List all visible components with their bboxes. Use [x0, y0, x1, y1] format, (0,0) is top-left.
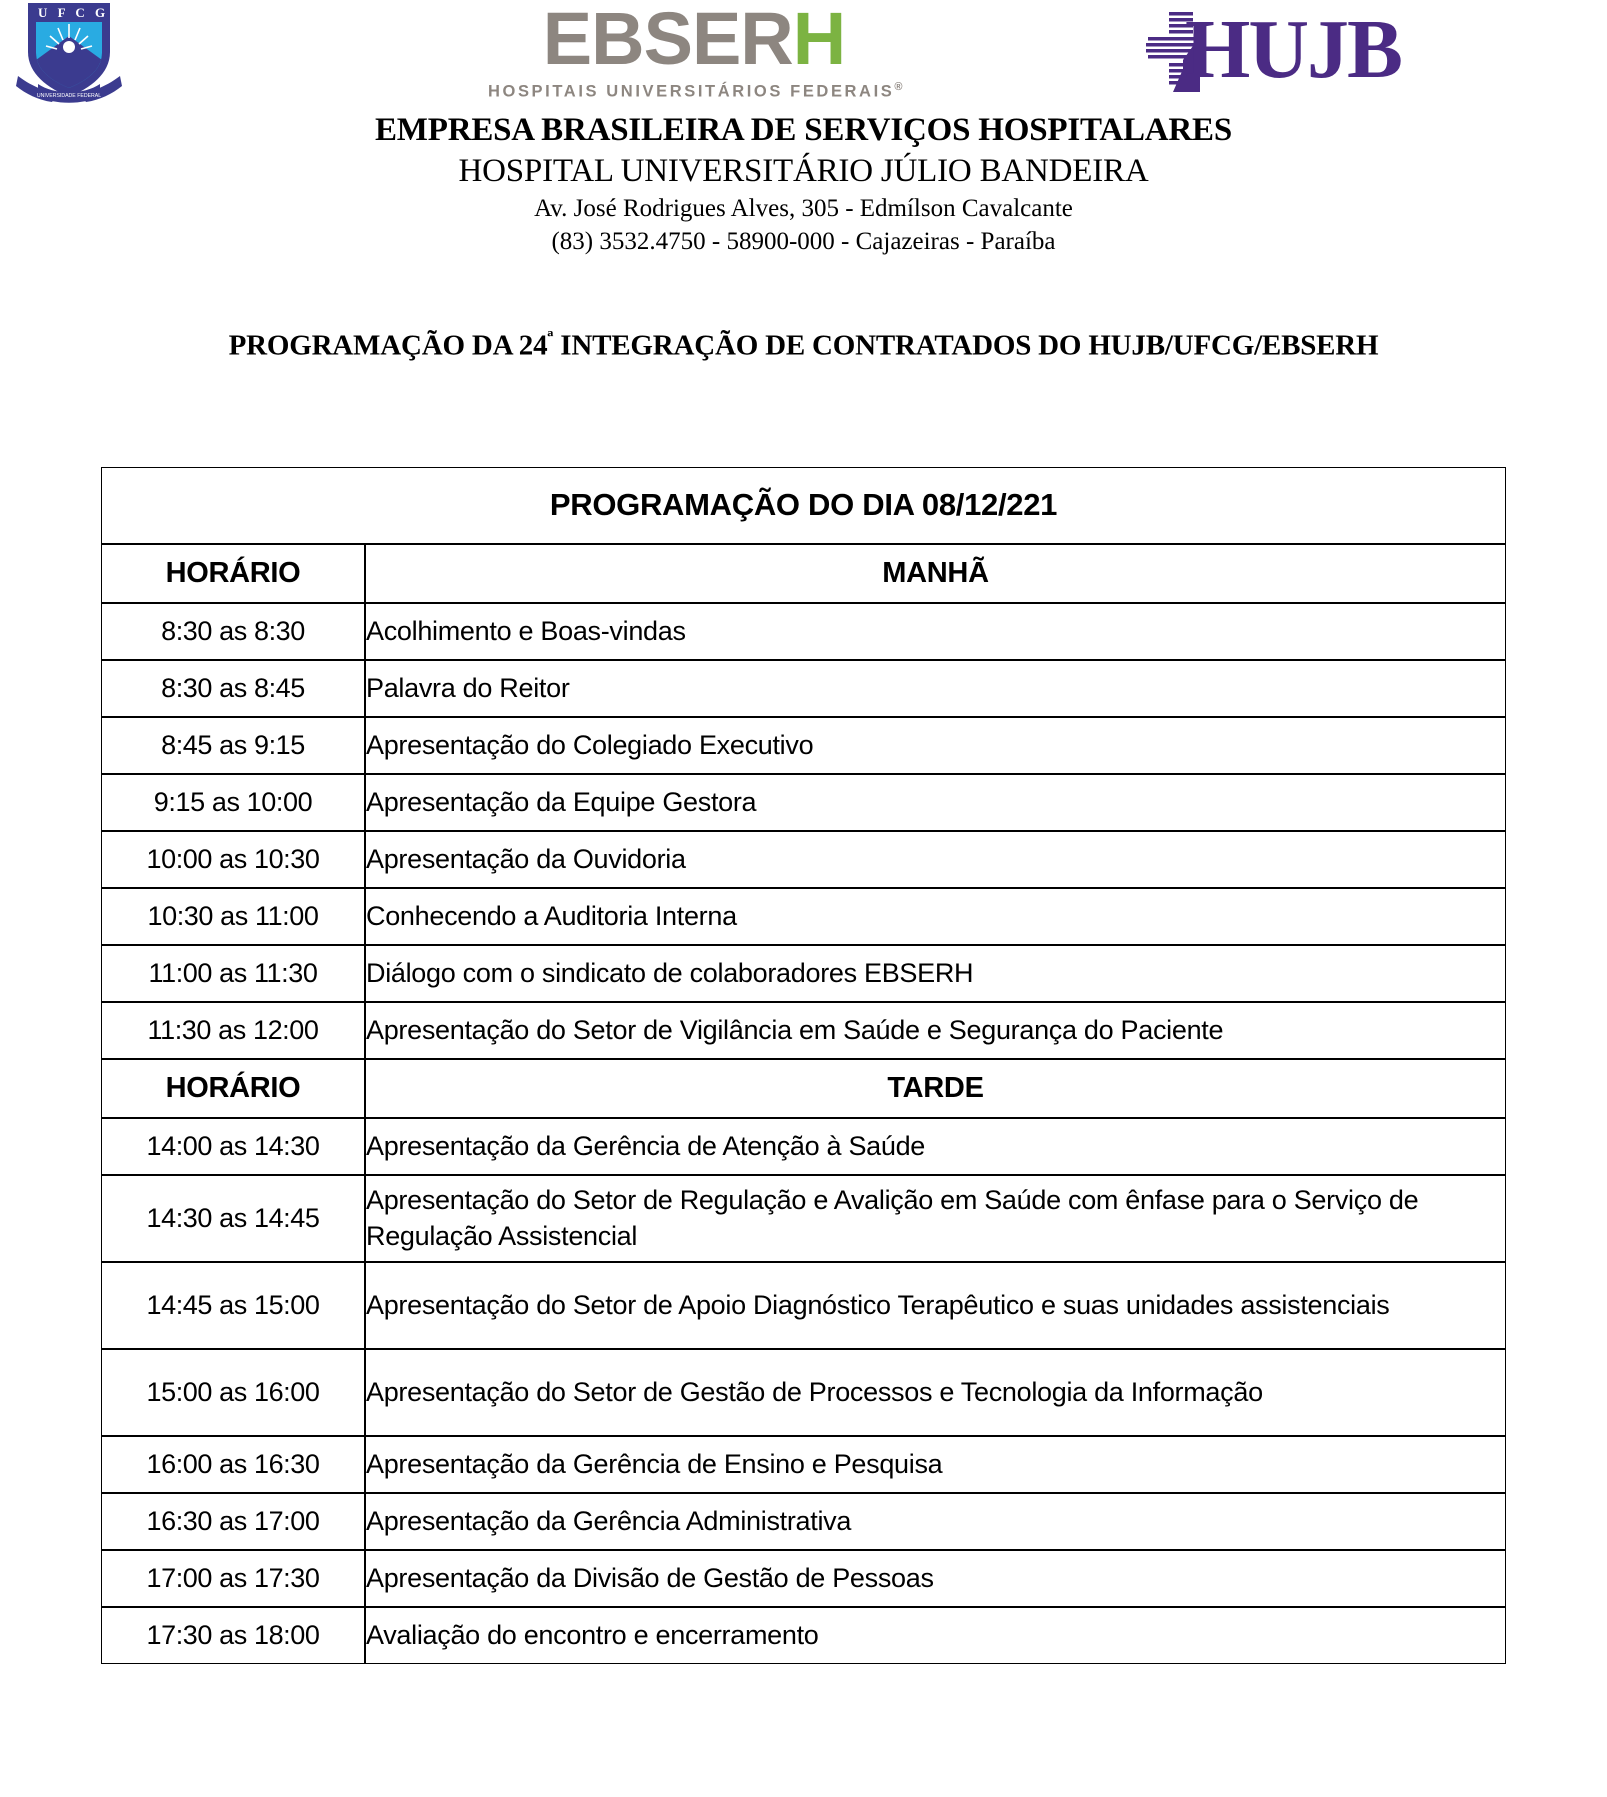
header-contact: (83) 3532.4750 - 58900-000 - Cajazeiras - Paraíba [551, 228, 1056, 255]
page-title-before: PROGRAMAÇÃO DA 24 [228, 329, 548, 362]
table-row [101, 1118, 1506, 1175]
table-row [101, 1493, 1506, 1550]
afternoon-section-header: TARDE [365, 1059, 1506, 1118]
activity-cell: Acolhimento e Boas-vindas [365, 603, 1506, 660]
activity-cell: Apresentação do Setor de Gestão de Processos e Tecnologia da Informação [365, 1349, 1506, 1436]
morning-section-header: MANHÃ [365, 544, 1506, 603]
table-row [101, 831, 1506, 888]
ufcg-crest-icon [14, 0, 124, 104]
logo-bar [0, 0, 1607, 104]
activity-cell: Avaliação do encontro e encerramento [365, 1607, 1506, 1664]
time-cell: 10:00 as 10:30 [101, 831, 365, 888]
table-row-morning-header [101, 544, 1506, 603]
schedule-table-wrapper [0, 467, 1607, 1664]
time-cell: 8:30 as 8:45 [101, 660, 365, 717]
page-title-ordinal: ª [547, 327, 554, 349]
hujb-wordmark: HUJB [1185, 3, 1402, 96]
table-row [101, 1436, 1506, 1493]
activity-cell: Palavra do Reitor [365, 660, 1506, 717]
document-header [0, 110, 1607, 258]
header-hospital-name: HOSPITAL UNIVERSITÁRIO JÚLIO BANDEIRA [458, 153, 1149, 189]
time-cell: 16:30 as 17:00 [101, 1493, 365, 1550]
activity-cell: Apresentação da Divisão de Gestão de Pessoas [365, 1550, 1506, 1607]
table-row [101, 717, 1506, 774]
page-title-after: INTEGRAÇÃO DE CONTRATADOS DO HUJB/UFCG/EBSERH [553, 329, 1379, 362]
time-cell: 11:00 as 11:30 [101, 945, 365, 1002]
table-row [101, 603, 1506, 660]
table-row-day-title [101, 467, 1506, 544]
activity-cell: Apresentação da Gerência Administrativa [365, 1493, 1506, 1550]
registered-mark-icon: ® [894, 81, 903, 93]
morning-time-header: HORÁRIO [101, 544, 365, 603]
ebserh-subtitle-line [488, 77, 903, 102]
table-row [101, 945, 1506, 1002]
ebserh-wordmark [488, 0, 900, 80]
hujb-logo [1143, 3, 1402, 96]
activity-cell: Apresentação da Gerência de Ensino e Pesquisa [365, 1436, 1506, 1493]
activity-cell: Apresentação do Colegiado Executivo [365, 717, 1506, 774]
ufcg-letters: U F C G [38, 5, 109, 20]
ufcg-logo [14, 0, 124, 104]
table-row [101, 1607, 1506, 1664]
ebserh-logo [488, 0, 903, 101]
table-row [101, 660, 1506, 717]
time-cell: 8:45 as 9:15 [101, 717, 365, 774]
table-row [101, 1002, 1506, 1059]
schedule-table [101, 467, 1506, 1664]
table-row-afternoon-header [101, 1059, 1506, 1118]
time-cell: 17:00 as 17:30 [101, 1550, 365, 1607]
table-row [101, 1262, 1506, 1349]
time-cell: 17:30 as 18:00 [101, 1607, 365, 1664]
afternoon-time-header: HORÁRIO [101, 1059, 365, 1118]
table-row [101, 774, 1506, 831]
table-row [101, 1550, 1506, 1607]
activity-cell: Apresentação da Gerência de Atenção à Saúde [365, 1118, 1506, 1175]
ebserh-subtitle: HOSPITAIS UNIVERSITÁRIOS FEDERAIS [488, 82, 895, 101]
time-cell: 16:00 as 16:30 [101, 1436, 365, 1493]
activity-cell: Diálogo com o sindicato de colaboradores EBSERH [365, 945, 1506, 1002]
ebserh-word-gray: EBSER [542, 0, 793, 80]
activity-cell: Apresentação da Ouvidoria [365, 831, 1506, 888]
activity-cell: Apresentação do Setor de Vigilância em Saúde e Segurança do Paciente [365, 1002, 1506, 1059]
time-cell: 14:45 as 15:00 [101, 1262, 365, 1349]
page-title [0, 320, 1607, 364]
activity-cell: Conhecendo a Auditoria Interna [365, 888, 1506, 945]
table-row [101, 1175, 1506, 1262]
header-company-name: EMPRESA BRASILEIRA DE SERVIÇOS HOSPITALARES [374, 112, 1233, 148]
table-row [101, 888, 1506, 945]
ufcg-ribbon-text: UNIVERSIDADE FEDERAL [36, 93, 102, 99]
ebserh-word-green: H [792, 0, 846, 80]
time-cell: 11:30 as 12:00 [101, 1002, 365, 1059]
time-cell: 10:30 as 11:00 [101, 888, 365, 945]
time-cell: 14:00 as 14:30 [101, 1118, 365, 1175]
activity-cell: Apresentação da Equipe Gestora [365, 774, 1506, 831]
activity-cell: Apresentação do Setor de Apoio Diagnóstico Terapêutico e suas unidades assistenciais [365, 1262, 1506, 1349]
time-cell: 14:30 as 14:45 [101, 1175, 365, 1262]
time-cell: 9:15 as 10:00 [101, 774, 365, 831]
header-address: Av. José Rodrigues Alves, 305 - Edmílson Cavalcante [534, 195, 1073, 222]
time-cell: 15:00 as 16:00 [101, 1349, 365, 1436]
table-row [101, 1349, 1506, 1436]
day-title-cell: PROGRAMAÇÃO DO DIA 08/12/221 [101, 467, 1506, 544]
activity-cell: Apresentação do Setor de Regulação e Avalição em Saúde com ênfase para o Serviço de Regulação Assistencial [365, 1175, 1506, 1262]
time-cell: 8:30 as 8:30 [101, 603, 365, 660]
